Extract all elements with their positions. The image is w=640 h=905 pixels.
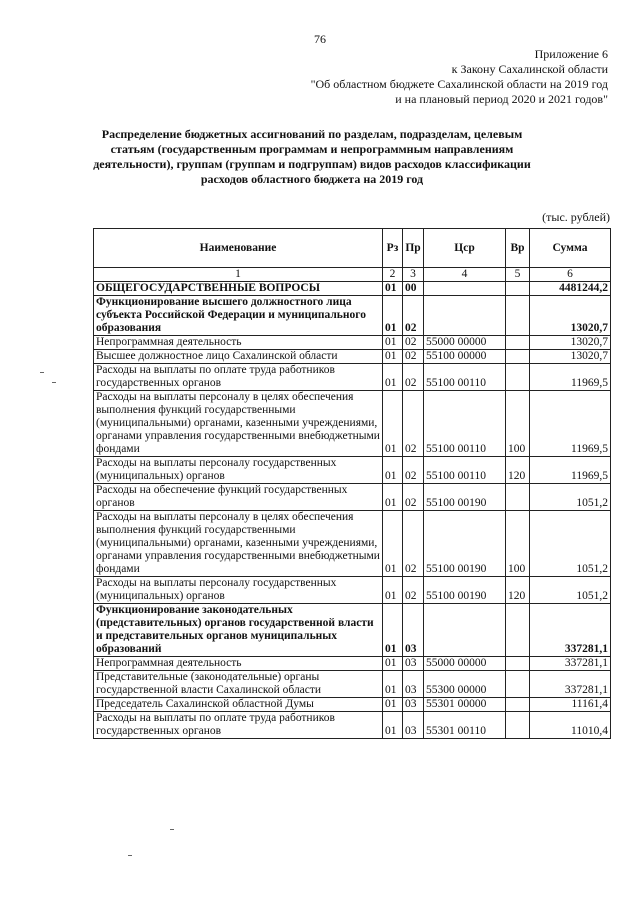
cell-sum: 11161,4 <box>530 698 611 712</box>
cell-pr: 02 <box>403 350 424 364</box>
cell-vr <box>506 296 530 336</box>
cell-name: Функционирование высшего должностного лица субъекта Российской Федерации и муниципального образования <box>94 296 383 336</box>
cell-vr <box>506 364 530 391</box>
cell-csr: 55100 00110 <box>424 364 506 391</box>
cell-rz: 01 <box>383 712 403 739</box>
cell-vr <box>506 484 530 511</box>
cell-pr: 02 <box>403 364 424 391</box>
cell-vr <box>506 604 530 657</box>
cell-csr: 55301 00000 <box>424 698 506 712</box>
cell-sum: 13020,7 <box>530 350 611 364</box>
cell-pr: 02 <box>403 336 424 350</box>
column-number: 6 <box>530 268 611 282</box>
page-number: 76 <box>314 32 326 46</box>
cell-name: Председатель Сахалинской областной Думы <box>94 698 383 712</box>
cell-csr: 55000 00000 <box>424 336 506 350</box>
table-row <box>94 391 611 457</box>
cell-sum: 11969,5 <box>530 457 611 484</box>
header-sum: Сумма <box>530 229 611 268</box>
column-number: 4 <box>424 268 506 282</box>
cell-csr: 55000 00000 <box>424 657 506 671</box>
column-number: 5 <box>506 268 530 282</box>
cell-pr: 02 <box>403 457 424 484</box>
cell-pr: 02 <box>403 296 424 336</box>
table-row <box>94 484 611 511</box>
cell-rz: 01 <box>383 336 403 350</box>
cell-rz: 01 <box>383 511 403 577</box>
cell-csr: 55100 00190 <box>424 577 506 604</box>
appendix-line: Приложение 6 <box>534 47 608 61</box>
cell-vr <box>506 657 530 671</box>
header-pr: Пр <box>403 229 424 268</box>
cell-rz: 01 <box>383 391 403 457</box>
cell-name: Функционирование законодательных (представительных) органов государственной власти и представительных органов муниципальных образований <box>94 604 383 657</box>
cell-name: Непрограммная деятельность <box>94 657 383 671</box>
cell-csr <box>424 604 506 657</box>
cell-rz: 01 <box>383 671 403 698</box>
cell-rz: 01 <box>383 350 403 364</box>
cell-pr: 02 <box>403 511 424 577</box>
units-label: (тыс. рублей) <box>542 210 610 224</box>
cell-csr: 55100 00190 <box>424 511 506 577</box>
cell-csr: 55100 00110 <box>424 391 506 457</box>
cell-vr <box>506 336 530 350</box>
table-row <box>94 336 611 350</box>
table-row <box>94 282 611 296</box>
cell-csr: 55301 00110 <box>424 712 506 739</box>
cell-sum: 4481244,2 <box>530 282 611 296</box>
cell-pr: 03 <box>403 604 424 657</box>
table-row <box>94 698 611 712</box>
cell-rz: 01 <box>383 364 403 391</box>
cell-rz: 01 <box>383 296 403 336</box>
cell-sum: 11969,5 <box>530 391 611 457</box>
appendix-line: "Об областном бюджете Сахалинской области на 2019 год <box>310 77 608 91</box>
cell-rz: 01 <box>383 604 403 657</box>
cell-vr <box>506 282 530 296</box>
appendix-line: к Закону Сахалинской области <box>451 62 608 76</box>
cell-vr: 100 <box>506 391 530 457</box>
cell-name: Расходы на выплаты по оплате труда работников государственных органов <box>94 712 383 739</box>
cell-name: Расходы на выплаты персоналу в целях обеспечения выполнения функций государственными (муниципальными) органами, казенными учреждениями, органами управления государственными внебюджетными фондами <box>94 511 383 577</box>
cell-pr: 03 <box>403 712 424 739</box>
cell-pr: 03 <box>403 657 424 671</box>
cell-sum: 11969,5 <box>530 364 611 391</box>
cell-pr: 02 <box>403 391 424 457</box>
scan-speck <box>40 372 44 373</box>
cell-sum: 1051,2 <box>530 577 611 604</box>
cell-rz: 01 <box>383 698 403 712</box>
cell-vr <box>506 671 530 698</box>
cell-name: Расходы на обеспечение функций государственных органов <box>94 484 383 511</box>
cell-vr: 100 <box>506 511 530 577</box>
cell-name: ОБЩЕГОСУДАРСТВЕННЫЕ ВОПРОСЫ <box>94 282 383 296</box>
table-row <box>94 577 611 604</box>
cell-csr <box>424 282 506 296</box>
table-row <box>94 604 611 657</box>
cell-csr: 55100 00000 <box>424 350 506 364</box>
cell-name: Высшее должностное лицо Сахалинской области <box>94 350 383 364</box>
cell-name: Расходы на выплаты персоналу государственных (муниципальных) органов <box>94 577 383 604</box>
cell-pr: 02 <box>403 577 424 604</box>
table-row <box>94 712 611 739</box>
appendix-caption <box>311 47 608 107</box>
cell-vr <box>506 698 530 712</box>
table-row <box>94 296 611 336</box>
column-numbers-row <box>94 268 611 282</box>
cell-name: Расходы на выплаты персоналу государственных (муниципальных) органов <box>94 457 383 484</box>
table-body <box>94 282 611 739</box>
table-row <box>94 350 611 364</box>
cell-csr: 55300 00000 <box>424 671 506 698</box>
cell-sum: 1051,2 <box>530 511 611 577</box>
cell-vr <box>506 712 530 739</box>
cell-sum: 13020,7 <box>530 296 611 336</box>
scan-speck <box>170 829 174 830</box>
cell-name: Представительные (законодательные) органы государственной власти Сахалинской области <box>94 671 383 698</box>
cell-vr: 120 <box>506 457 530 484</box>
cell-csr: 55100 00110 <box>424 457 506 484</box>
cell-rz: 01 <box>383 657 403 671</box>
cell-sum: 337281,1 <box>530 604 611 657</box>
cell-sum: 1051,2 <box>530 484 611 511</box>
cell-rz: 01 <box>383 457 403 484</box>
scan-speck <box>128 855 132 856</box>
cell-pr: 00 <box>403 282 424 296</box>
header-rz: Рз <box>383 229 403 268</box>
table-row <box>94 364 611 391</box>
scan-speck <box>52 382 56 383</box>
appendix-line: и на плановый период 2020 и 2021 годов" <box>395 92 608 106</box>
table-row <box>94 511 611 577</box>
table-row <box>94 657 611 671</box>
cell-pr: 03 <box>403 698 424 712</box>
cell-vr: 120 <box>506 577 530 604</box>
cell-name: Расходы на выплаты персоналу в целях обеспечения выполнения функций государственными (муниципальными) органами, казенными учреждениями, органами управления государственными внебюджетными фондами <box>94 391 383 457</box>
cell-rz: 01 <box>383 577 403 604</box>
cell-rz: 01 <box>383 484 403 511</box>
header-name: Наименование <box>94 229 383 268</box>
cell-pr: 02 <box>403 484 424 511</box>
column-number: 2 <box>383 268 403 282</box>
cell-csr: 55100 00190 <box>424 484 506 511</box>
cell-name: Расходы на выплаты по оплате труда работников государственных органов <box>94 364 383 391</box>
cell-pr: 03 <box>403 671 424 698</box>
cell-sum: 11010,4 <box>530 712 611 739</box>
header-vr: Вр <box>506 229 530 268</box>
cell-sum: 337281,1 <box>530 671 611 698</box>
document-title: Распределение бюджетных ассигнований по разделам, подразделам, целевым статьям (государственным программам и непрограммным направлениям деятельности), группам (группам и подгруппам) видов расходов классификации расходов областного бюджета на 2019 год <box>93 127 531 186</box>
column-number: 1 <box>94 268 383 282</box>
table-row <box>94 457 611 484</box>
cell-name: Непрограммная деятельность <box>94 336 383 350</box>
table-row <box>94 671 611 698</box>
cell-vr <box>506 350 530 364</box>
cell-rz: 01 <box>383 282 403 296</box>
cell-sum: 337281,1 <box>530 657 611 671</box>
budget-table <box>93 228 611 739</box>
header-row <box>94 229 611 268</box>
header-csr: Цср <box>424 229 506 268</box>
cell-csr <box>424 296 506 336</box>
column-number: 3 <box>403 268 424 282</box>
cell-sum: 13020,7 <box>530 336 611 350</box>
